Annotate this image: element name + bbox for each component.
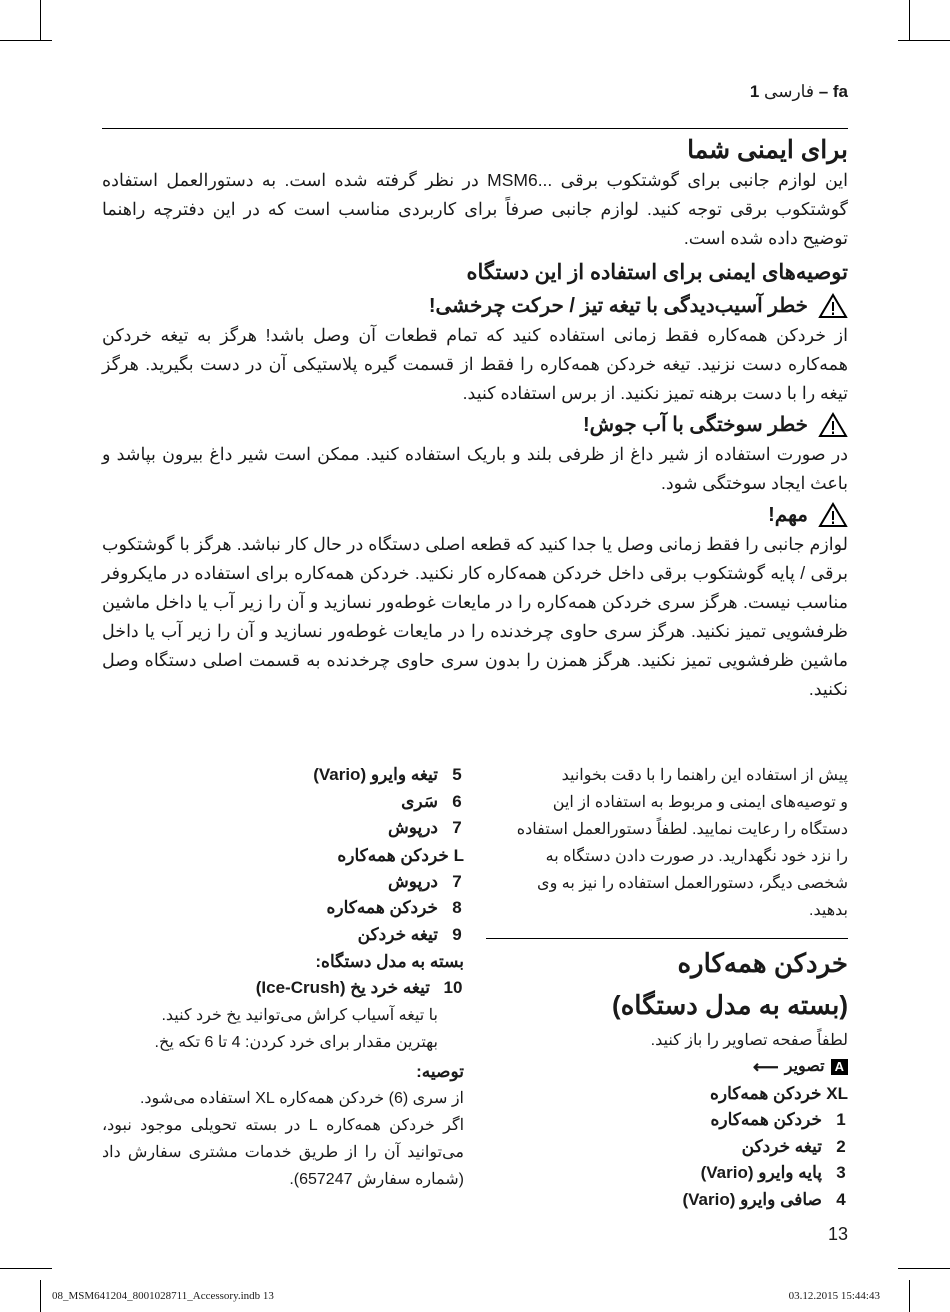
- right-column: [486, 762, 848, 1213]
- list-item: 4 صافی وایرو (Vario): [682, 1189, 846, 1209]
- figure-label: تصویر: [784, 1058, 825, 1075]
- xl-title: XL خردکن همه‌کاره: [710, 1084, 848, 1103]
- footer-timestamp: 03.12.2015 15:44:43: [788, 1290, 880, 1302]
- warning-blade: [102, 291, 848, 321]
- list-item: 2 تیغه خردکن: [741, 1136, 846, 1156]
- tip-text-2: اگر خردکن همه‌کاره L در بسته تحویلی موجود نبود، می‌توانید آن را از طریق خدمات مشتری سفارش داد (شماره سفارش 657247).: [102, 1116, 465, 1188]
- warning-triangle-icon: [818, 412, 848, 438]
- ice-text-1: با تیغه آسیاب کراش می‌توانید یخ خرد کنید.: [161, 1006, 438, 1024]
- footer-file: 08_MSM641204_8001028711_Accessory.indb 13: [52, 1290, 274, 1302]
- section-title-safety: برای ایمنی شما: [687, 136, 848, 164]
- warning-triangle-icon: [818, 502, 848, 528]
- warning-scald-text: در صورت استفاده از شیر داغ از ظرفی بلند و باریک استفاده کنید. ممکن است شیر داغ بیرون بپاشد و باعث ایجاد سوختگی شود.: [102, 444, 848, 493]
- warning-important-text: لوازم جانبی را فقط زمانی وصل یا جدا کنید که قطعه اصلی دستگاه در حال کار نباشد. هرگز با گوشتکوب برقی / پایه گوشتکوب برقی داخل خردکن همه‌کاره کار نکنید. خردکن همه‌کاره برای استفاده در مایکروفر مناسب نیست. هرگز سری خردکن همه‌کاره را در مایعات غوطه‌ور نسازید و آن را زیر آب یا داخل ماشین ظرفشویی تمیز نکنید. هرگز سری حاوی چرخدنده را در مایعات غوطه‌ور نسازید و آن را زیر آب یا داخل ماشین ظرفشویی تمیز نکنید. هرگز همزن را بدون سری حاوی چرخدنده به قسمت اصلی دستگاه وصل نکنید.: [102, 534, 848, 699]
- header-rule: [102, 128, 848, 129]
- ice-text-2: بهترین مقدار برای خرد کردن: 4 تا 6 تکه یخ.: [154, 1033, 438, 1051]
- header-language: فارسی: [764, 82, 814, 101]
- list-item: 7 درپوش: [387, 818, 462, 837]
- figure-reference: [486, 1054, 848, 1080]
- warning-scald-title: خطر سوختگی با آب جوش!: [582, 414, 808, 436]
- list-item: 9 تیغه خردکن: [357, 924, 462, 944]
- warning-triangle-icon: [818, 293, 848, 319]
- safety-instructions-title: توصیه‌های ایمنی برای استفاده از این دستگاه: [466, 261, 848, 284]
- tip-text-1: از سری (6) خردکن همه‌کاره XL استفاده می‌شود.: [139, 1089, 464, 1107]
- tip-title: توصیه:: [416, 1061, 464, 1081]
- multi-chopper-subtitle: (بسته به مدل دستگاه): [612, 990, 848, 1020]
- page-number: 13: [827, 1224, 848, 1244]
- left-column: [102, 762, 464, 1193]
- unfold-pictures-text: لطفاً صفحه تصاویر را باز کنید.: [650, 1032, 848, 1049]
- list-item: 10 تیغه خرد یخ (Ice-Crush): [255, 978, 463, 997]
- warning-blade-text: از خردکن همه‌کاره فقط زمانی استفاده کنید که تمام قطعات آن وصل باشد! هرگز به تیغه خردکن همه‌کاره دست نزنید. تیغه خردکن همه‌کاره را فقط از قسمت گیره پلاستیکی آن در دست بگیرید. هرگز تیغه را با دست برهنه تمیز نکنید. از برس استفاده کنید.: [102, 325, 848, 403]
- list-item: 8 خردکن همه‌کاره: [326, 898, 462, 917]
- warning-important: [102, 500, 848, 530]
- warning-blade-title: خطر آسیب‌دیدگی با تیغه تیز / حرکت چرخشی!: [428, 295, 808, 317]
- figure-badge: A: [831, 1059, 848, 1075]
- arrow-left-icon: ⟵: [752, 1057, 779, 1077]
- read-instructions-text: پیش از استفاده این راهنما را با دقت بخوانید و توصیه‌های ایمنی و مربوط به استفاده از این دستگاه را رعایت نمایید. لطفاً دستورالعمل استفاده را نزد خود نگهدارید. در صورت دادن دستگاه به شخصی دیگر، دستورالعمل استفاده را نیز به وی بدهید.: [516, 767, 848, 919]
- multi-chopper-title: خردکن همه‌کاره: [677, 948, 848, 978]
- running-header: [728, 82, 848, 102]
- list-item: 7 درپوش: [387, 871, 462, 891]
- intro-paragraph: این لوازم جانبی برای گوشتکوب برقی ...MSM6 در نظر گرفته شده است. به دستورالعمل استفاده گوشتکوب برقی توجه کنید. لوازم جانبی صرفاً برای کاربردی مناسب است که در این دفترچه راهنما توضیح داده شده است.: [102, 170, 849, 248]
- warning-scald: [102, 410, 848, 440]
- header-code: 1 – fa: [749, 82, 848, 101]
- l-title: L خردکن همه‌کاره: [337, 845, 464, 865]
- list-item: 1 خردکن همه‌کاره: [710, 1110, 846, 1129]
- model-note: بسته به مدل دستگاه:: [315, 952, 464, 971]
- safety-section: [102, 134, 848, 704]
- column-rule: [486, 938, 848, 939]
- list-item: 3 پایه وایرو (Vario): [700, 1163, 846, 1182]
- warning-important-title: مهم!: [768, 504, 808, 526]
- list-item: 6 سَری: [401, 791, 462, 811]
- list-item: 5 تیغه وایرو (Vario): [313, 765, 462, 784]
